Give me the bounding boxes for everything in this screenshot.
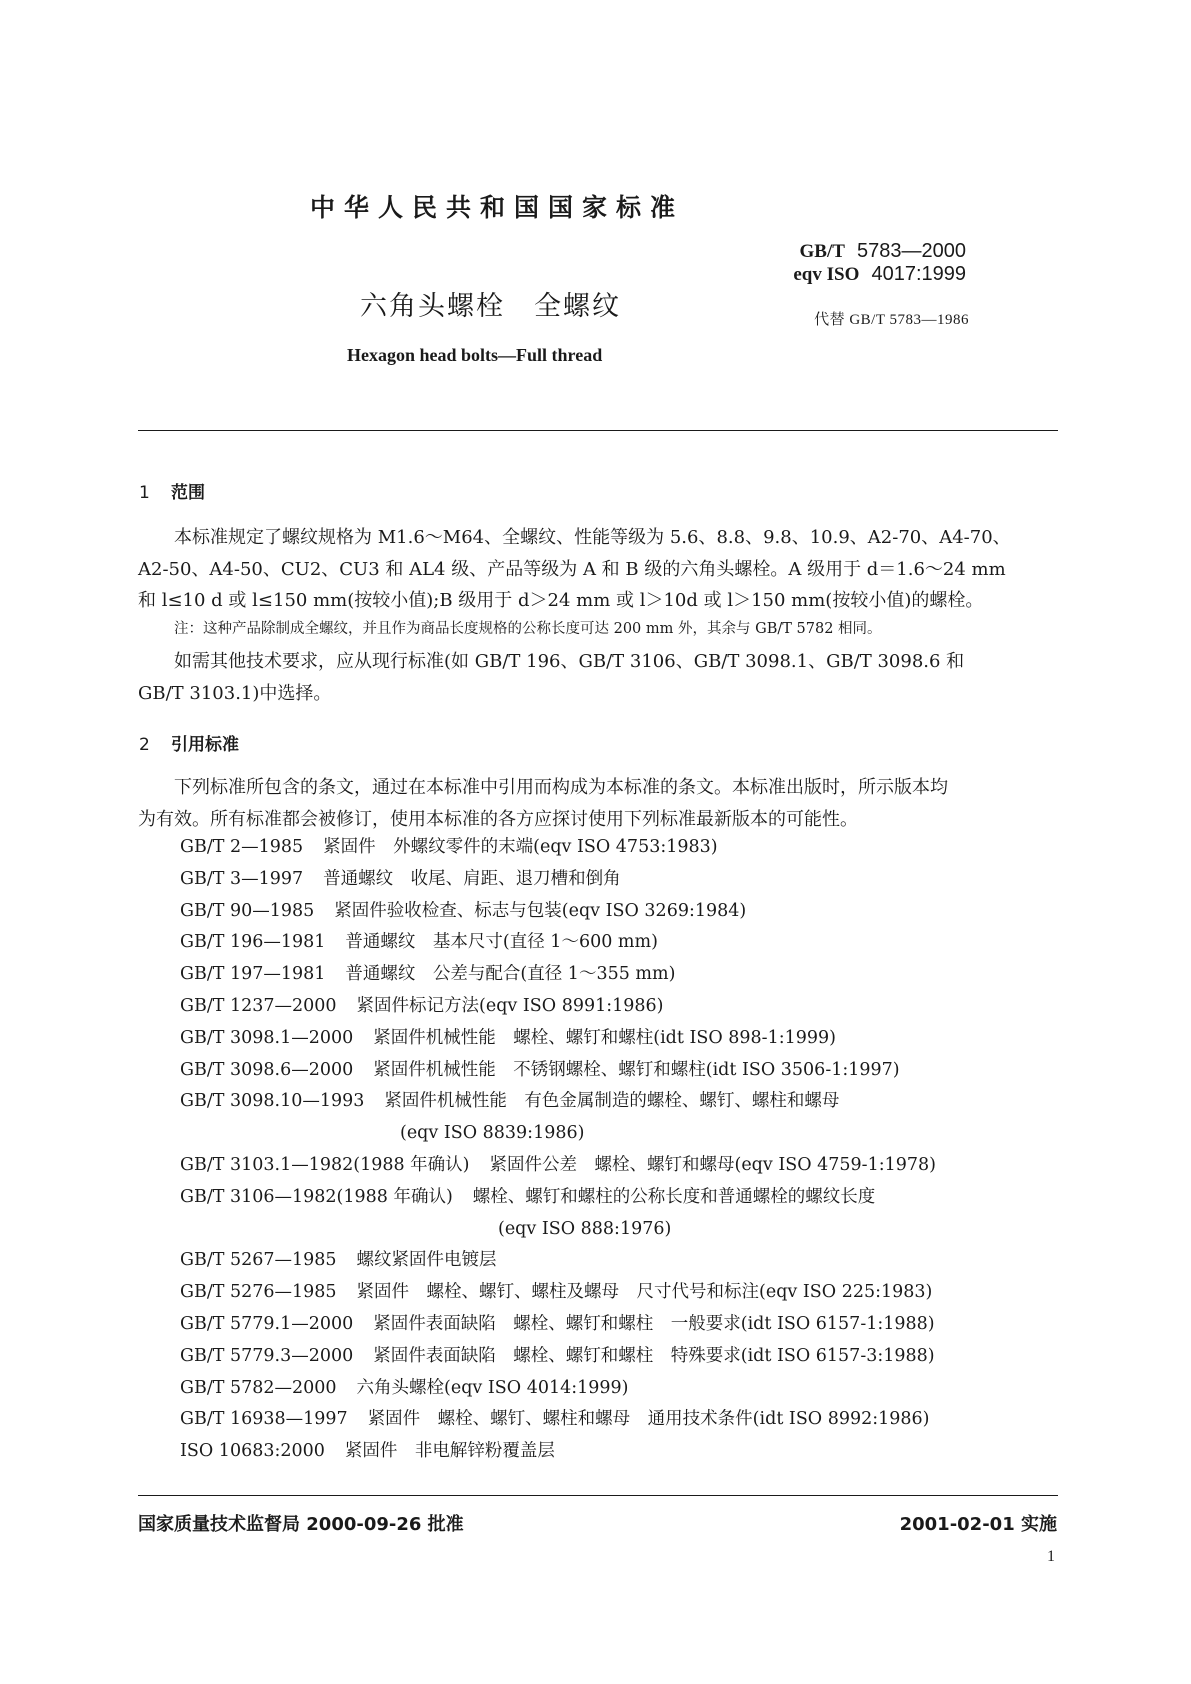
standard-code-line [793, 240, 966, 263]
ref-code: GB/T 5779.1—2000 [180, 1313, 354, 1334]
approval-info: 国家质量技术监督局 2000-09-26 批准 [138, 1514, 464, 1535]
effective-date: 2001-02-01 实施 [899, 1514, 1057, 1535]
ref-code: GB/T 5782—2000 [180, 1377, 337, 1398]
text-line: GB/T 3103.1)中选择。 [138, 682, 332, 704]
section-1-paragraph-1 [138, 522, 1058, 617]
ref-code: GB/T 3098.10—1993 [180, 1091, 365, 1112]
text-line: 为有效。所有标准都会被修订，使用本标准的各方应探讨使用下列标准最新版本的可能性。 [138, 808, 858, 830]
list-item [180, 991, 936, 1023]
list-item [180, 1341, 936, 1373]
section-1-heading [139, 478, 205, 503]
ref-title: 螺栓、螺钉和螺柱的公称长度和普通螺栓的螺纹长度 [472, 1186, 876, 1207]
ref-code: GB/T 3098.6—2000 [180, 1059, 354, 1080]
ref-code: GB/T 5779.3—2000 [180, 1345, 354, 1366]
ref-title: 紧固件表面缺陷 螺栓、螺钉和螺柱 一般要求(idt ISO 6157-1:1988) [373, 1313, 935, 1334]
ref-code: GB/T 16938—1997 [180, 1409, 348, 1430]
ref-title: 紧固件机械性能 螺栓、螺钉和螺柱(idt ISO 898-1:1999) [373, 1027, 836, 1048]
ref-code: GB/T 1237—2000 [180, 995, 337, 1016]
ref-code: GB/T 90—1985 [180, 900, 315, 921]
footer-divider [138, 1495, 1058, 1496]
document-title-cn: 六角头螺栓 全螺纹 [360, 291, 621, 322]
ref-title: 紧固件公差 螺栓、螺钉和螺母(eqv ISO 4759-1:1978) [489, 1154, 936, 1175]
ref-title: 紧固件表面缺陷 螺栓、螺钉和螺柱 特殊要求(idt ISO 6157-3:1988) [373, 1345, 935, 1366]
ref-code: GB/T 2—1985 [180, 837, 304, 857]
ref-code: GB/T 197—1981 [180, 964, 326, 985]
ref-title: 紧固件 螺栓、螺钉、螺柱及螺母 尺寸代号和标注(eqv ISO 225:1983) [356, 1282, 933, 1303]
ref-title: 紧固件 外螺纹零件的末端(eqv ISO 4753:1983) [323, 837, 718, 857]
ref-code: GB/T 3—1997 [180, 868, 304, 889]
list-item [180, 927, 936, 959]
section-2-title: 引用标准 [171, 735, 239, 755]
list-item [180, 1182, 936, 1214]
list-item [180, 1055, 936, 1087]
ref-title: 紧固件机械性能 不锈钢螺栓、螺钉和螺柱(idt ISO 3506-1:1997) [373, 1059, 900, 1080]
standard-code-number: 5783—2000 [857, 240, 966, 262]
section-2-number: 2 [139, 735, 150, 755]
list-item [180, 959, 936, 991]
list-item-continuation [180, 1214, 936, 1246]
list-item [180, 1404, 936, 1436]
list-item [180, 1277, 936, 1309]
equivalent-iso-number: 4017:1999 [871, 263, 966, 285]
ref-title: 紧固件 非电解锌粉覆盖层 [344, 1441, 555, 1462]
list-item [180, 1023, 936, 1055]
document-title-en: Hexagon head bolts—Full thread [347, 345, 603, 365]
ref-title: (eqv ISO 888:1976) [498, 1218, 672, 1239]
list-item [180, 864, 936, 896]
ref-title: 普通螺纹 收尾、肩距、退刀槽和倒角 [323, 868, 621, 889]
ref-title: (eqv ISO 8839:1986) [400, 1123, 585, 1144]
replaces-standard: 代替 GB/T 5783—1986 [814, 312, 969, 328]
list-item [180, 1373, 936, 1405]
section-1-number: 1 [139, 483, 150, 503]
equivalent-iso-line [793, 263, 966, 286]
text-line: 下列标准所包含的条文，通过在本标准中引用而构成为本标准的条文。本标准出版时，所示版本均 [174, 777, 948, 798]
ref-code: GB/T 3106—1982(1988 年确认) [180, 1186, 453, 1207]
standard-number-block [793, 240, 966, 286]
section-2-heading [139, 730, 239, 755]
list-item [180, 1150, 936, 1182]
equivalent-iso-prefix: eqv ISO [793, 264, 860, 285]
section-1-note: 注：这种产品除制成全螺纹，并且作为商品长度规格的公称长度可达 200 mm 外，其余与 GB/T 5782 相同。 [174, 621, 882, 637]
list-item [180, 832, 936, 864]
standard-code-prefix: GB/T [799, 241, 845, 262]
ref-title: 紧固件标记方法(eqv ISO 8991:1986) [356, 995, 664, 1016]
ref-title: 普通螺纹 基本尺寸(直径 1～600 mm) [345, 932, 658, 953]
ref-code: GB/T 196—1981 [180, 932, 326, 953]
ref-code: GB/T 3098.1—2000 [180, 1027, 354, 1048]
list-item [180, 1436, 936, 1468]
text-line: 本标准规定了螺纹规格为 M1.6～M64、全螺纹、性能等级为 5.6、8.8、9.8、10.9、A2-70、A4-70、 [174, 527, 1011, 548]
list-item [180, 1309, 936, 1341]
section-1-title: 范围 [171, 483, 205, 503]
list-item [180, 896, 936, 928]
text-line: A2-50、A4-50、CU2、CU3 和 AL4 级、产品等级为 A 和 B 级的六角头螺栓。A 级用于 d＝1.6～24 mm [138, 558, 1006, 580]
ref-code: GB/T 5276—1985 [180, 1282, 337, 1303]
ref-code: GB/T 3103.1—1982(1988 年确认) [180, 1154, 470, 1175]
ref-title: 紧固件验收检查、标志与包装(eqv ISO 3269:1984) [334, 900, 747, 921]
page-number: 1 [1047, 1548, 1055, 1565]
ref-code: GB/T 5267—1985 [180, 1250, 337, 1271]
list-item [180, 1086, 936, 1118]
national-standard-title: 中华人民共和国国家标准 [310, 193, 685, 222]
list-item-continuation [180, 1118, 936, 1150]
ref-title: 螺纹紧固件电镀层 [356, 1250, 497, 1271]
section-2-paragraph-1 [138, 772, 1058, 835]
header-divider [138, 430, 1058, 431]
section-1-paragraph-2 [138, 646, 1058, 709]
ref-title: 紧固件机械性能 有色金属制造的螺栓、螺钉、螺柱和螺母 [384, 1091, 840, 1112]
ref-code: ISO 10683:2000 [180, 1441, 325, 1462]
ref-title: 六角头螺栓(eqv ISO 4014:1999) [356, 1377, 629, 1398]
referenced-standards-list [180, 832, 936, 1468]
text-line: 和 l≤10 d 或 l≤150 mm(按较小值);B 级用于 d＞24 mm 或 l＞10d 或 l＞150 mm(按较小值)的螺栓。 [138, 590, 984, 611]
list-item [180, 1245, 936, 1277]
ref-title: 紧固件 螺栓、螺钉、螺柱和螺母 通用技术条件(idt ISO 8992:1986) [367, 1409, 930, 1430]
ref-title: 普通螺纹 公差与配合(直径 1～355 mm) [345, 964, 676, 985]
text-line: 如需其他技术要求，应从现行标准(如 GB/T 196、GB/T 3106、GB/T 3098.1、GB/T 3098.6 和 [174, 651, 965, 672]
